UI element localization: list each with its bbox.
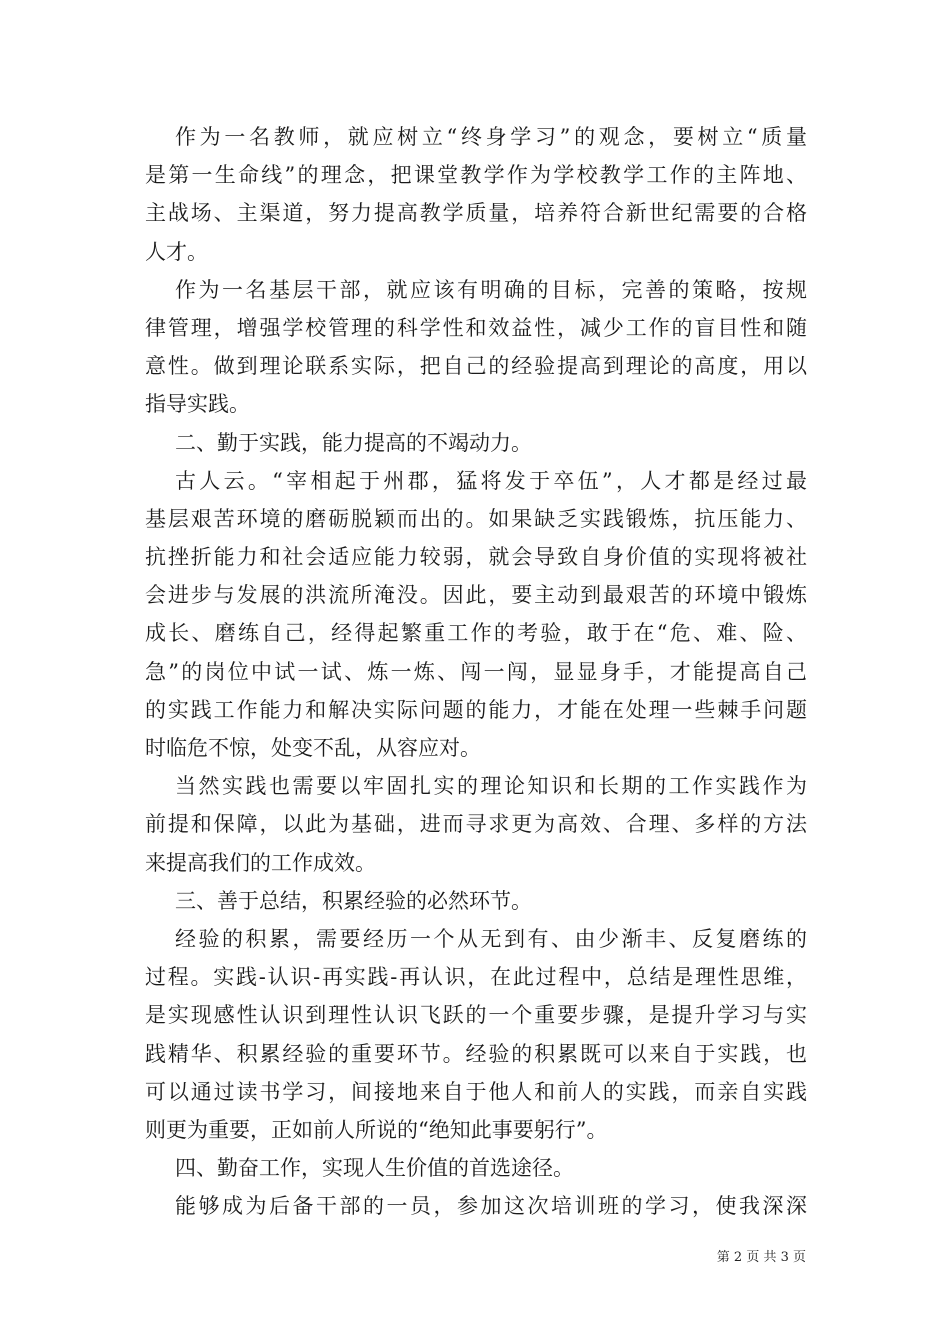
text-line: 急”的岗位中试一试、炼一炼、闯一闯，显显身手，才能提高自己 xyxy=(145,659,807,684)
text-line: 前提和保障，以此为基础，进而寻求更为高效、合理、多样的方法 xyxy=(145,812,807,837)
text-line: 律管理，增强学校管理的科学性和效益性，减少工作的盲目性和随 xyxy=(145,315,807,340)
text-line: 经验的积累，需要经历一个从无到有、由少渐丰、反复磨练的 xyxy=(175,926,807,951)
text-line: 的实践工作能力和解决实际问题的能力，才能在处理一些棘手问题 xyxy=(145,697,807,722)
text-line: 四、勤奋工作，实现人生价值的首选途径。 xyxy=(175,1156,574,1181)
text-line: 可以通过读书学习，间接地来自于他人和前人的实践，而亲自实践 xyxy=(145,1079,807,1104)
text-line: 会进步与发展的洪流所淹没。因此，要主动到最艰苦的环境中锻炼 xyxy=(145,583,807,608)
text-line: 成长、磨练自己，经得起繁重工作的考验，敢于在“危、难、险、 xyxy=(145,621,807,646)
section-heading xyxy=(145,424,807,462)
text-line: 能够成为后备干部的一员，参加这次培训班的学习，使我深深 xyxy=(175,1194,807,1219)
text-line: 指导实践。 xyxy=(145,392,250,417)
text-line: 二、勤于实践，能力提高的不竭动力。 xyxy=(175,430,532,455)
text-line: 抗挫折能力和社会适应能力较弱，就会导致自身价值的实现将被社 xyxy=(145,545,807,570)
paragraph xyxy=(145,1187,807,1225)
paragraph xyxy=(145,271,807,424)
page-number: 第 2 页 共 3 页 xyxy=(716,1250,806,1265)
text-line: 过程。实践-认识-再实践-再认识，在此过程中，总结是理性思维， xyxy=(145,965,807,990)
text-line: 是第一生命线”的理念，把课堂教学作为学校教学工作的主阵地、 xyxy=(145,163,807,188)
section-heading xyxy=(145,1149,807,1187)
text-line: 是实现感性认识到理性认识飞跃的一个重要步骤，是提升学习与实 xyxy=(145,1003,807,1028)
paragraph xyxy=(145,118,807,271)
text-line: 时临危不惊，处变不乱，从容应对。 xyxy=(145,736,481,760)
text-line: 主战场、主渠道，努力提高教学质量，培养符合新世纪需要的合格 xyxy=(145,201,807,226)
text-line: 人才。 xyxy=(145,239,208,264)
text-line: 三、善于总结，积累经验的必然环节。 xyxy=(175,888,532,913)
text-line: 基层艰苦环境的磨砺脱颖而出的。如果缺乏实践锻炼，抗压能力、 xyxy=(145,506,807,531)
text-line: 则更为重要，正如前人所说的“绝知此事要躬行”。 xyxy=(145,1117,608,1142)
text-line: 践精华、积累经验的重要环节。经验的积累既可以来自于实践，也 xyxy=(145,1041,807,1066)
section-heading xyxy=(145,882,807,920)
text-line: 作为一名教师，就应树立“终身学习”的观念，要树立“质量 xyxy=(175,125,807,149)
text-line: 意性。做到理论联系实际，把自己的经验提高到理论的高度，用以 xyxy=(145,354,807,379)
paragraph xyxy=(145,767,807,882)
document-body xyxy=(145,118,807,1225)
paragraph xyxy=(145,920,807,1149)
text-line: 来提高我们的工作成效。 xyxy=(145,850,376,875)
text-line: 古人云。“宰相起于州郡，猛将发于卒伍”，人才都是经过最 xyxy=(175,468,807,493)
text-line: 作为一名基层干部，就应该有明确的目标，完善的策略，按规 xyxy=(175,277,807,302)
text-line: 当然实践也需要以牢固扎实的理论知识和长期的工作实践作为 xyxy=(175,774,807,799)
paragraph xyxy=(145,462,807,768)
